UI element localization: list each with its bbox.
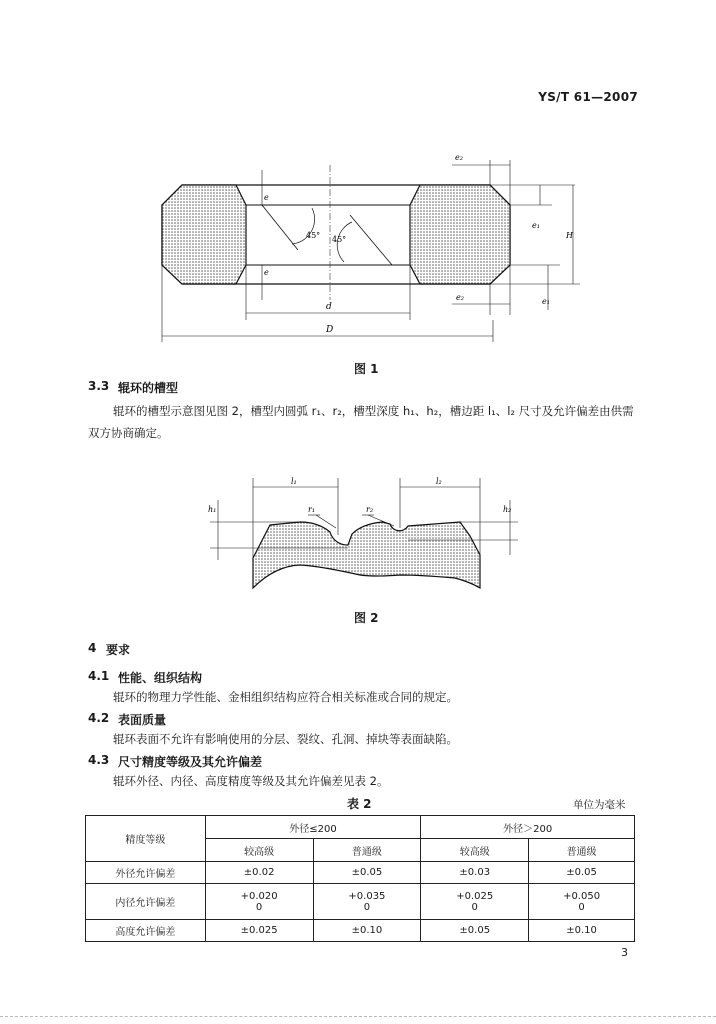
section-4-1-body: 辊环的物理力学性能、金相组织结构应符合相关标准或合同的规定。 — [113, 690, 458, 704]
section-4-number: 4 — [88, 641, 97, 655]
section-4-3-number: 4.3 — [88, 753, 110, 767]
table-cell: ±0.03 — [421, 862, 529, 884]
section-3-3-body-line1: 辊环的槽型示意图见图 2，槽型内圆弧 r₁、r₂，槽型深度 h₁、h₂，槽边距 l₁、l₂ 尺寸及允许偏差由供需 — [113, 404, 634, 418]
row-label-height: 高度允许偏差 — [86, 920, 206, 942]
lower-deviation: 0 — [255, 901, 263, 913]
section-4-title: 要求 — [106, 643, 131, 657]
table-row — [86, 920, 635, 942]
upper-deviation: +0.050 — [563, 890, 601, 902]
table-cell: ±0.02 — [205, 862, 313, 884]
subheader-normal-2: 普通级 — [529, 839, 635, 862]
table-2-title: 表 2 — [347, 797, 372, 811]
label-r1: r₁ — [308, 505, 316, 514]
lower-deviation: 0 — [471, 901, 478, 913]
table-cell: ±0.025 — [205, 920, 313, 942]
group-header-gt-200: 外径＞200 — [421, 816, 635, 839]
subheader-normal-1: 普通级 — [313, 839, 421, 862]
label-e-bottom: e — [264, 268, 269, 277]
section-4-3-body: 辊环外径、内径、高度精度等级及其允许偏差见表 2。 — [113, 774, 389, 788]
right-ring-section — [410, 185, 510, 284]
left-ring-section — [162, 185, 246, 284]
table-cell: ±0.10 — [313, 920, 421, 942]
table-cell — [205, 884, 313, 920]
section-4-2-number: 4.2 — [88, 711, 110, 725]
figure-2-groove-profile — [205, 470, 520, 600]
table-corner-header: 精度等级 — [86, 816, 206, 862]
lower-deviation: 0 — [363, 901, 371, 913]
page-number: 3 — [621, 946, 628, 959]
label-angle-right: 45° — [332, 235, 347, 244]
table-row — [86, 884, 635, 920]
section-3-3-title: 辊环的槽型 — [118, 381, 179, 395]
table-2-unit: 单位为毫米 — [573, 799, 626, 811]
figure-1-caption: 图 1 — [354, 362, 379, 376]
section-3-3-number: 3.3 — [88, 379, 110, 393]
table-cell — [421, 884, 529, 920]
section-4-1-title: 性能、组织结构 — [118, 671, 203, 685]
label-e-top: e — [264, 193, 269, 202]
section-4-2-title: 表面质量 — [118, 713, 167, 727]
section-4-1-number: 4.1 — [88, 669, 110, 683]
label-l1: l₁ — [291, 477, 297, 486]
subheader-higher-2: 较高级 — [421, 839, 529, 862]
label-r2: r₂ — [366, 505, 374, 514]
table-cell: ±0.05 — [529, 862, 635, 884]
section-4-3-title: 尺寸精度等级及其允许偏差 — [118, 755, 263, 769]
section-4-2-body: 辊环表面不允许有影响使用的分层、裂纹、孔洞、掉块等表面缺陷。 — [113, 732, 458, 746]
label-e1-right: e₁ — [532, 221, 540, 230]
label-d: d — [326, 302, 332, 312]
label-H: H — [566, 231, 573, 240]
label-e2-top: e₂ — [455, 153, 463, 162]
table-cell: ±0.05 — [421, 920, 529, 942]
label-h1: h₁ — [208, 505, 217, 514]
upper-deviation: +0.025 — [456, 890, 494, 902]
lower-deviation: 0 — [578, 901, 585, 913]
label-D: D — [326, 325, 334, 335]
groove-profile-shape — [253, 522, 480, 588]
table-cell: ±0.05 — [313, 862, 421, 884]
scan-edge-divider — [0, 1016, 716, 1017]
row-label-outer: 外径允许偏差 — [86, 862, 206, 884]
label-angle-left: 45° — [306, 231, 321, 240]
section-3-3-body-line2: 双方协商确定。 — [88, 426, 169, 440]
label-l2: l₂ — [436, 477, 442, 486]
table-row — [86, 862, 635, 884]
row-label-inner: 内径允许偏差 — [86, 884, 206, 920]
upper-deviation: +0.020 — [240, 890, 278, 902]
table-cell: ±0.10 — [529, 920, 635, 942]
standard-code: YS/T 61—2007 — [538, 90, 638, 104]
table-cell — [313, 884, 421, 920]
subheader-higher-1: 较高级 — [205, 839, 313, 862]
upper-deviation: +0.035 — [348, 890, 386, 902]
table-cell — [529, 884, 635, 920]
figure-2-caption: 图 2 — [354, 611, 379, 625]
label-e1-bottom: e₁ — [542, 297, 550, 306]
label-e2-bottom: e₂ — [456, 293, 464, 302]
group-header-le-200: 外径≤200 — [205, 816, 421, 839]
label-h2: h₂ — [503, 505, 512, 514]
table-2 — [85, 815, 635, 942]
figure-1-roll-ring-diagram — [150, 148, 590, 348]
